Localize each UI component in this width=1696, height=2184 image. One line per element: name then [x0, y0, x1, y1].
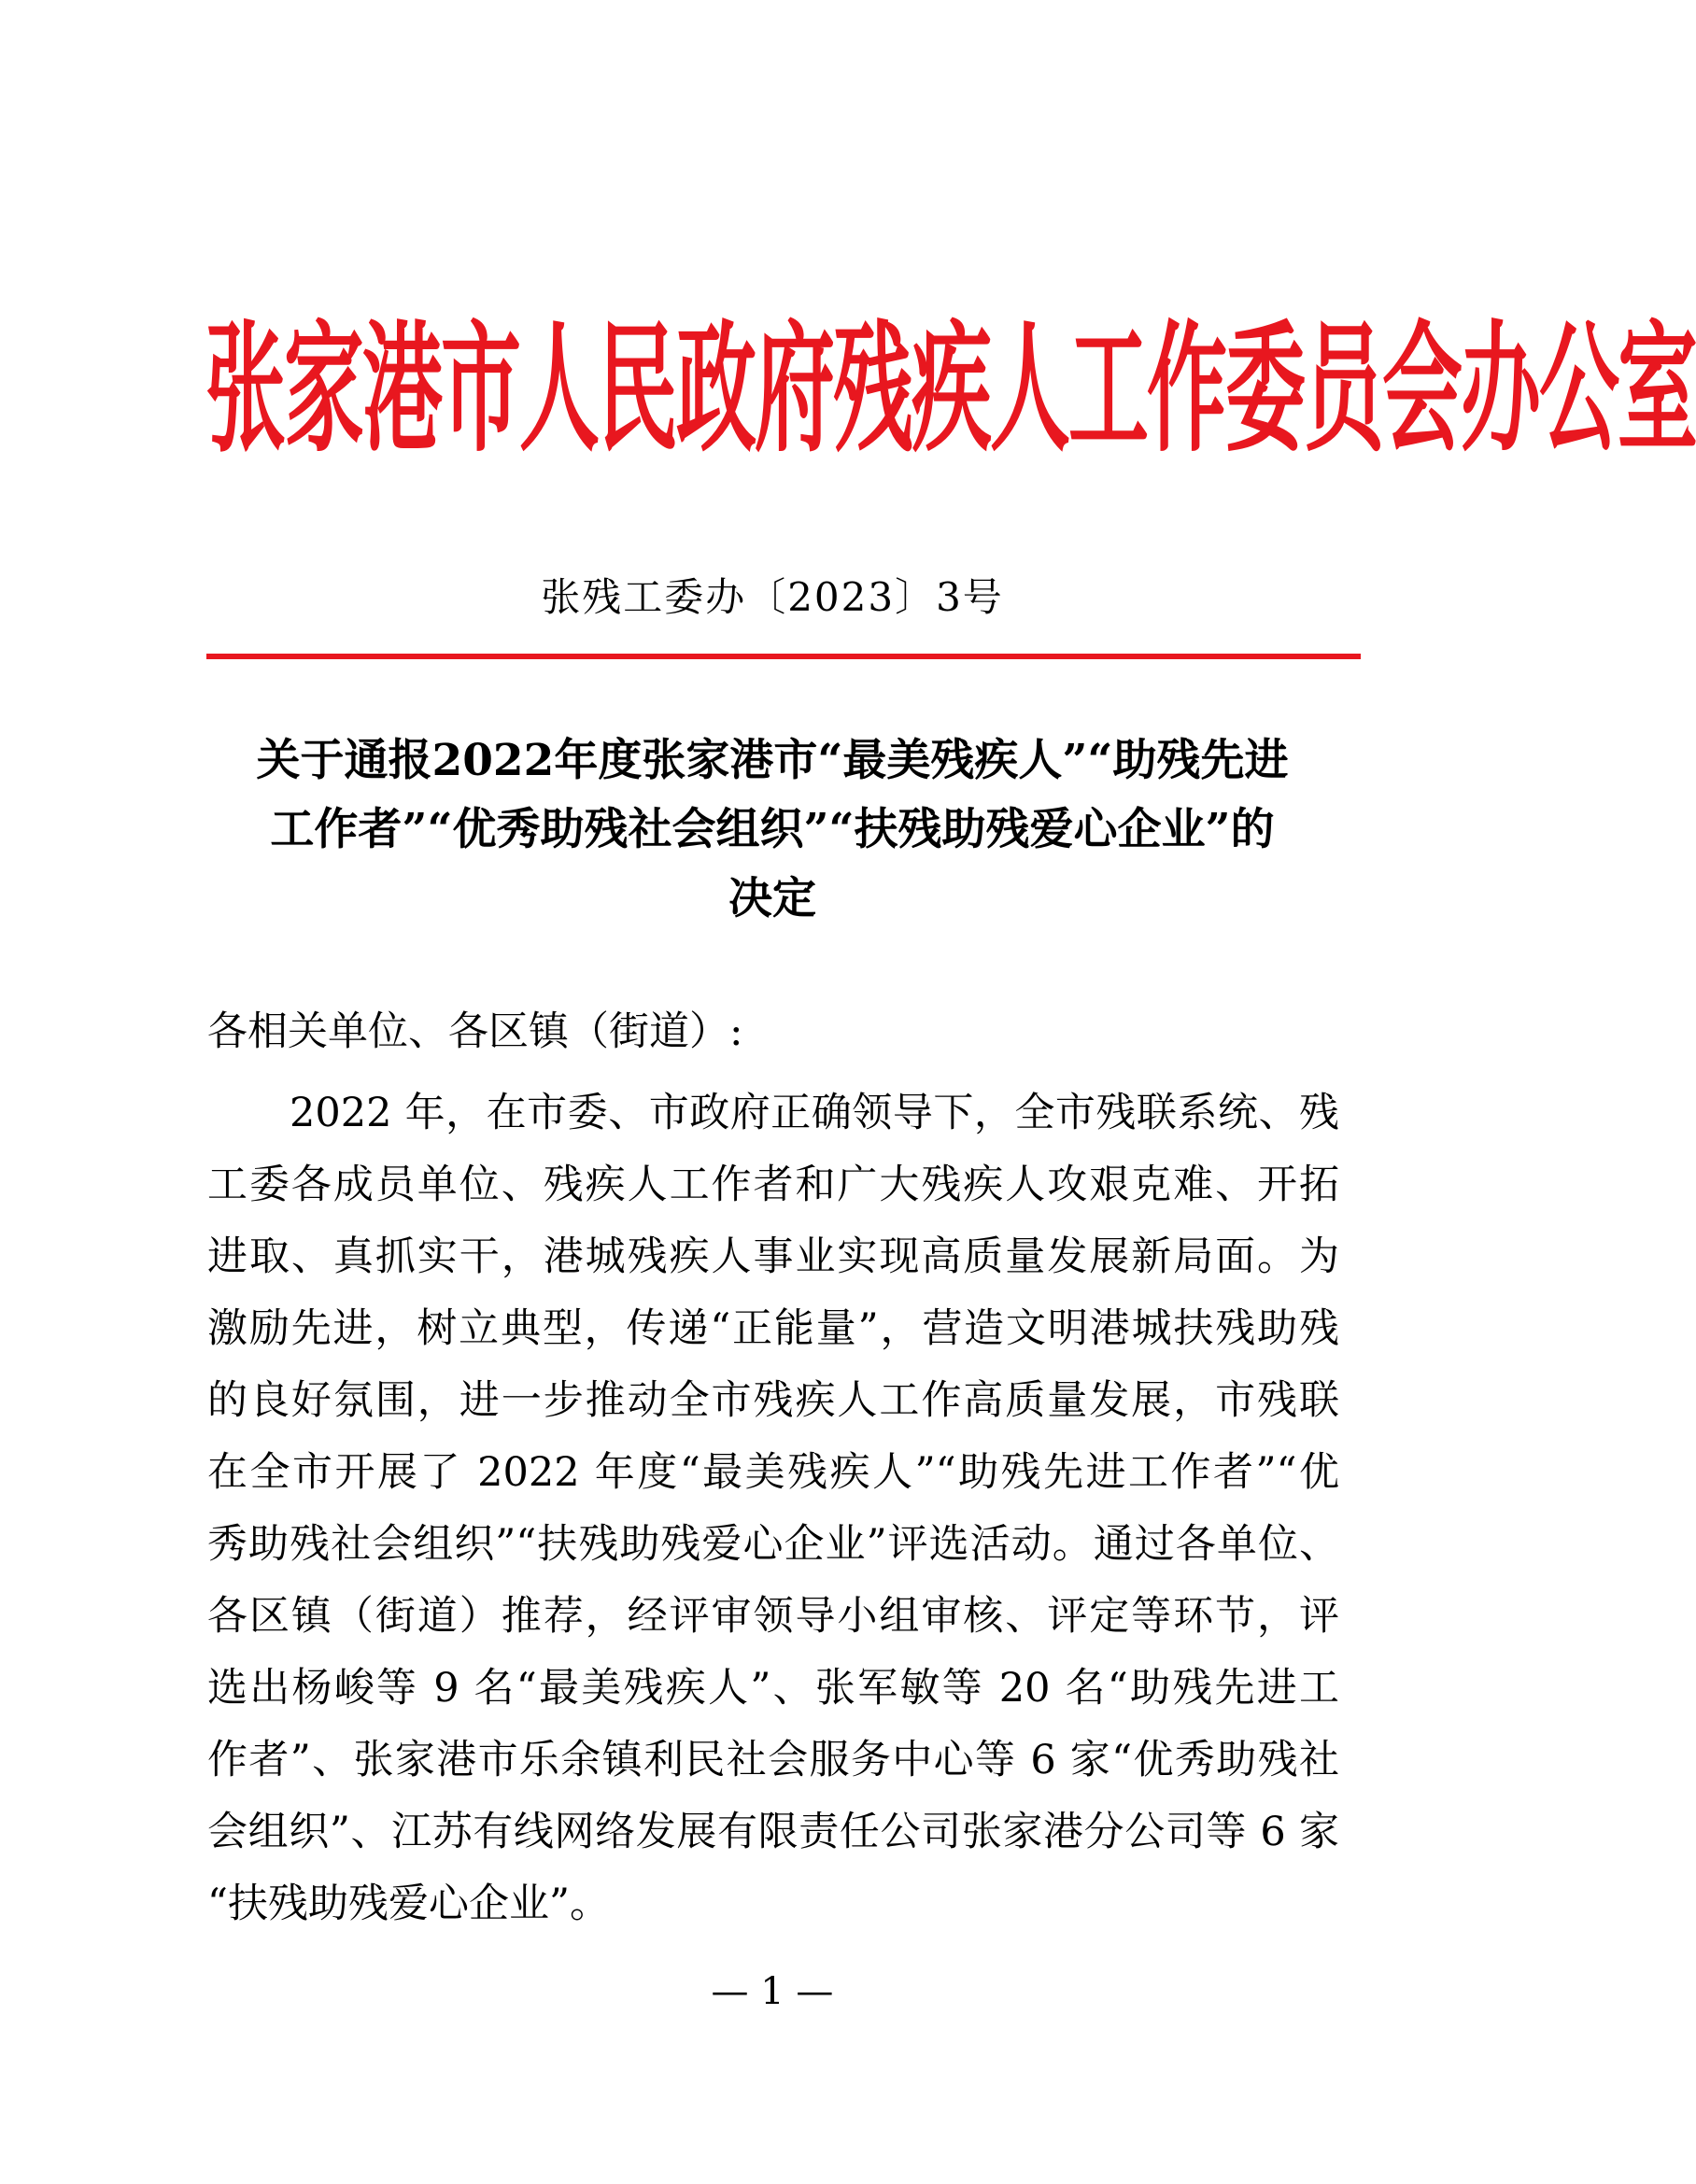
- body-line: “扶残助残爱心企业”。: [207, 1881, 610, 1927]
- salutation: 各相关单位、各区镇（街道）:: [207, 1008, 743, 1055]
- body-line: 工委各成员单位、残疾人工作者和广大残疾人攻艰克难、开拓: [207, 1162, 1339, 1208]
- body-line: 各区镇（街道）推荐，经评审领导小组审核、评定等环节，评: [207, 1593, 1339, 1640]
- title-line: 关于通报2022年度张家港市“最美残疾人”“助残先进: [256, 735, 1289, 786]
- body-paragraph: [207, 1078, 1339, 1940]
- page-number: — 1 —: [711, 1970, 834, 2013]
- body-line: 在全市开展了 2022 年度“最美残疾人”“助残先进工作者”“优: [207, 1449, 1339, 1496]
- body-line: 激励先进，树立典型，传递“正能量”，营造文明港城扶残助残: [207, 1305, 1339, 1352]
- body-line: 秀助残社会组织”“扶残助残爱心企业”评选活动。通过各单位、: [207, 1521, 1339, 1568]
- body-line: 会组织”、江苏有线网络发展有限责任公司张家港分公司等 6 家: [207, 1809, 1339, 1855]
- body-line: 的良好氛围，进一步推动全市残疾人工作高质量发展，市残联: [207, 1377, 1339, 1424]
- document-number: 张残工委办〔2023〕3号: [541, 574, 1004, 620]
- body-line: 作者”、张家港市乐余镇利民社会服务中心等 6 家“优秀助残社: [207, 1737, 1339, 1783]
- title-line: 工作者”“优秀助残社会组织”“扶残助残爱心企业”的: [270, 804, 1275, 855]
- title-line: 决定: [728, 873, 816, 924]
- body-line: 选出杨峻等 9 名“最美残疾人”、张军敏等 20 名“助残先进工: [207, 1665, 1339, 1712]
- body-line: 进取、真抓实干，港城残疾人事业实现高质量发展新局面。为: [207, 1233, 1339, 1280]
- document-title: [205, 726, 1339, 934]
- body-line: 2022 年，在市委、市政府正确领导下，全市残联系统、残: [290, 1090, 1339, 1136]
- red-divider-line: [206, 654, 1361, 659]
- issuing-organization-header: 张家港市人民政府残疾人工作委员会办公室: [205, 308, 1696, 472]
